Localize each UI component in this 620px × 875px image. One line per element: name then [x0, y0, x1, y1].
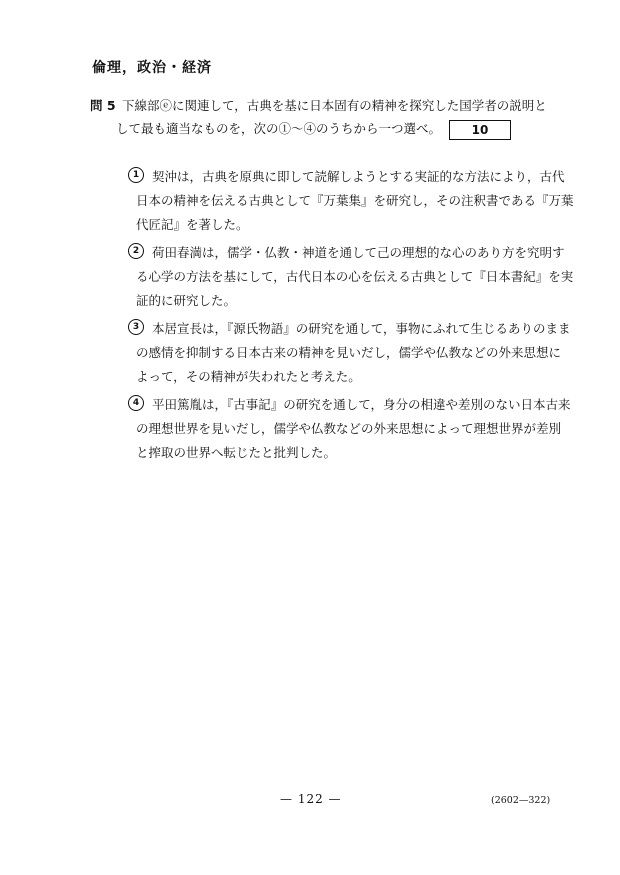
option-text-line: る心学の方法を基にして，古代日本の心を伝える古典として『日本書紀』を実	[136, 269, 574, 284]
question-text-line1: 下線部ⓔに関連して，古典を基に日本固有の精神を探究した国学者の説明と	[122, 98, 547, 113]
option-1	[128, 165, 574, 237]
option-number: 3	[128, 319, 144, 335]
option-number: 1	[128, 167, 144, 183]
option-text-line: 証的に研究した。	[136, 293, 237, 308]
section-title: 倫理，政治・経済	[92, 60, 212, 76]
option-text-line: 本居宣長は，『源氏物語』の研究を通して，事物にふれて生じるありのまま	[152, 321, 571, 336]
option-text-line: 契沖は，古典を原典に即して読解しようとする実証的な方法により，古代	[152, 169, 565, 184]
answer-box: 10	[449, 120, 511, 140]
option-2	[128, 241, 574, 313]
question-text-line2	[116, 118, 511, 140]
option-number: 4	[128, 395, 144, 411]
option-text-line: 日本の精神を伝える古典として『万葉集』を研究し，その注釈書である『万葉	[136, 193, 574, 208]
option-text-line: 平田篤胤は，『古事記』の研究を通して，身分の相違や差別のない日本古来	[152, 397, 571, 412]
question-text-line2-text: して最も適当なものを，次の①～④のうちから一つ選べ。	[116, 121, 442, 136]
option-text-line: よって，その精神が失われたと考えた。	[136, 369, 361, 384]
document-code: (2602—322)	[491, 795, 551, 806]
option-4	[128, 393, 571, 465]
options-list	[128, 165, 574, 469]
option-text-line: の感情を抑制する日本古来の精神を見いだし，儒学や仏教などの外来思想に	[136, 345, 562, 360]
option-text-line: と搾取の世界へ転じたと批判した。	[136, 445, 337, 460]
option-text-line: 代匠記』を著した。	[136, 217, 249, 232]
question-number: 問 5	[90, 98, 116, 113]
option-text-line: の理想世界を見いだし，儒学や仏教などの外来思想によって理想世界が差別	[136, 421, 562, 436]
page-number: — 122 —	[280, 792, 342, 806]
option-text-line: 荷田春満は，儒学・仏教・神道を通して己の理想的な心のあり方を究明す	[152, 245, 565, 260]
option-3	[128, 317, 571, 389]
option-number: 2	[128, 243, 144, 259]
